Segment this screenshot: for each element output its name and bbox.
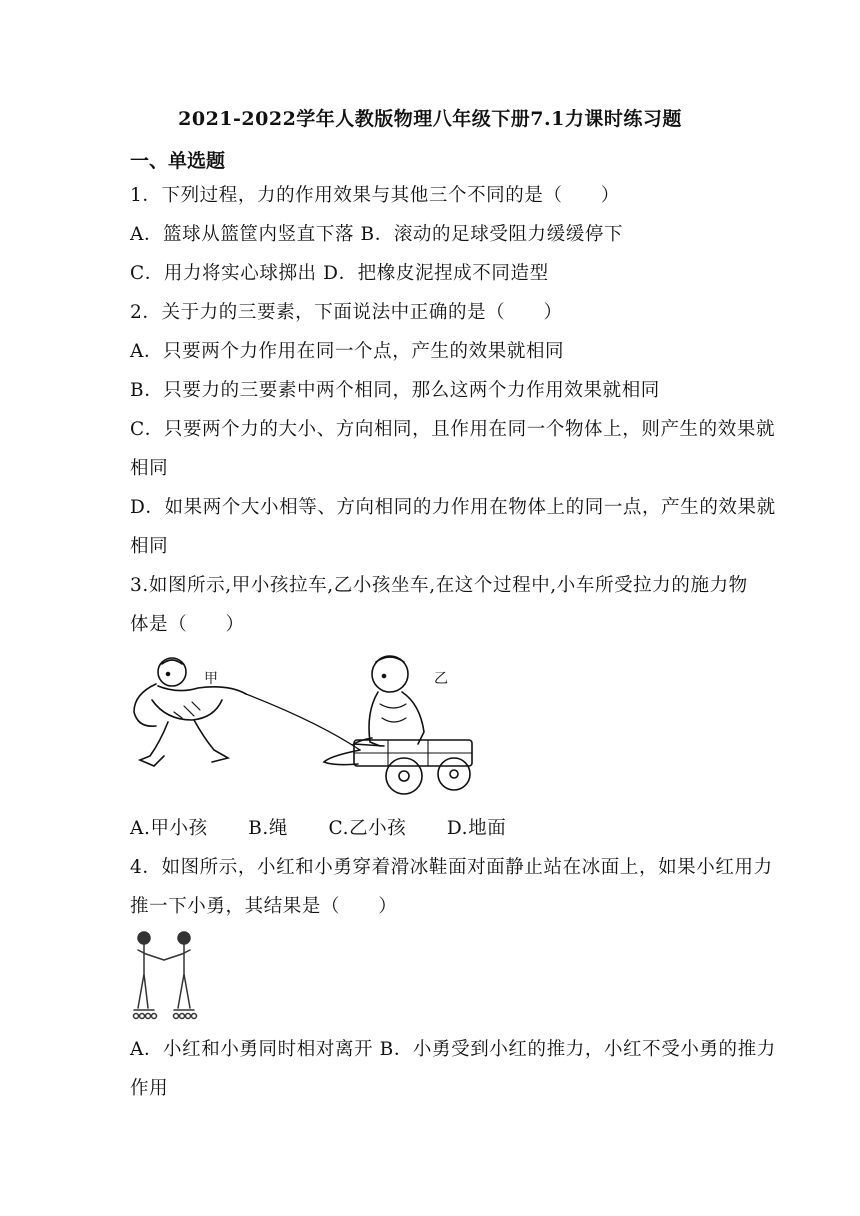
q4-options-ab-cont: 作用 <box>130 1078 169 1099</box>
q4-options-ab: A．小红和小勇同时相对离开 B．小勇受到小红的推力，小红不受小勇的推力 <box>130 1039 776 1060</box>
q3-stem-cont: 体是（ ） <box>130 614 245 635</box>
page-title: 2021-2022学年人教版物理八年级下册7.1力课时练习题 <box>178 108 682 130</box>
label-yi: 乙 <box>434 671 448 687</box>
q1-options-ab: A．篮球从篮筐内竖直下落 B．滚动的足球受阻力缓缓停下 <box>130 224 624 245</box>
q3-option-a: A.甲小孩 <box>130 818 208 839</box>
q2-option-c-cont: 相同 <box>130 458 169 479</box>
q3-option-b: B.绳 <box>248 818 289 839</box>
q1-options-cd: C．用力将实心球掷出 D．把橡皮泥捏成不同造型 <box>130 263 549 284</box>
q3-option-d: D.地面 <box>446 818 507 839</box>
q4-figure <box>128 930 200 1024</box>
q2-stem: 2．关于力的三要素，下面说法中正确的是（ ） <box>130 302 563 323</box>
q1-stem: 1．下列过程，力的作用效果与其他三个不同的是（ ） <box>130 185 620 206</box>
child-jia-illustration <box>134 658 246 766</box>
child-yi-illustration <box>354 656 424 746</box>
q2-option-c: C．只要两个力的大小、方向相同，且作用在同一个物体上，则产生的效果就 <box>130 419 776 440</box>
q4-stem: 4．如图所示，小红和小勇穿着滑冰鞋面对面静止站在冰面上，如果小红用力 <box>130 857 773 878</box>
section-heading: 一、单选题 <box>130 150 226 172</box>
q3-stem: 3.如图所示,甲小孩拉车,乙小孩坐车,在这个过程中,小车所受拉力的施力物 <box>130 575 748 596</box>
q2-option-d: D．如果两个大小相等、方向相同的力作用在物体上的同一点，产生的效果就 <box>130 497 776 518</box>
q3-options <box>130 815 810 843</box>
q3-figure <box>128 652 478 814</box>
cart-illustration <box>324 740 472 794</box>
skater-xiaohong-illustration <box>134 932 165 1019</box>
skater-xiaoyong-illustration <box>164 932 197 1019</box>
q2-option-a: A．只要两个力作用在同一个点，产生的效果就相同 <box>130 341 565 362</box>
q4-stem-cont: 推一下小勇，其结果是（ ） <box>130 896 398 917</box>
q2-option-b: B．只要力的三要素中两个相同，那么这两个力作用效果就相同 <box>130 380 660 401</box>
label-jia: 甲 <box>204 671 218 687</box>
q2-option-d-cont: 相同 <box>130 536 169 557</box>
q3-option-c: C.乙小孩 <box>328 818 407 839</box>
